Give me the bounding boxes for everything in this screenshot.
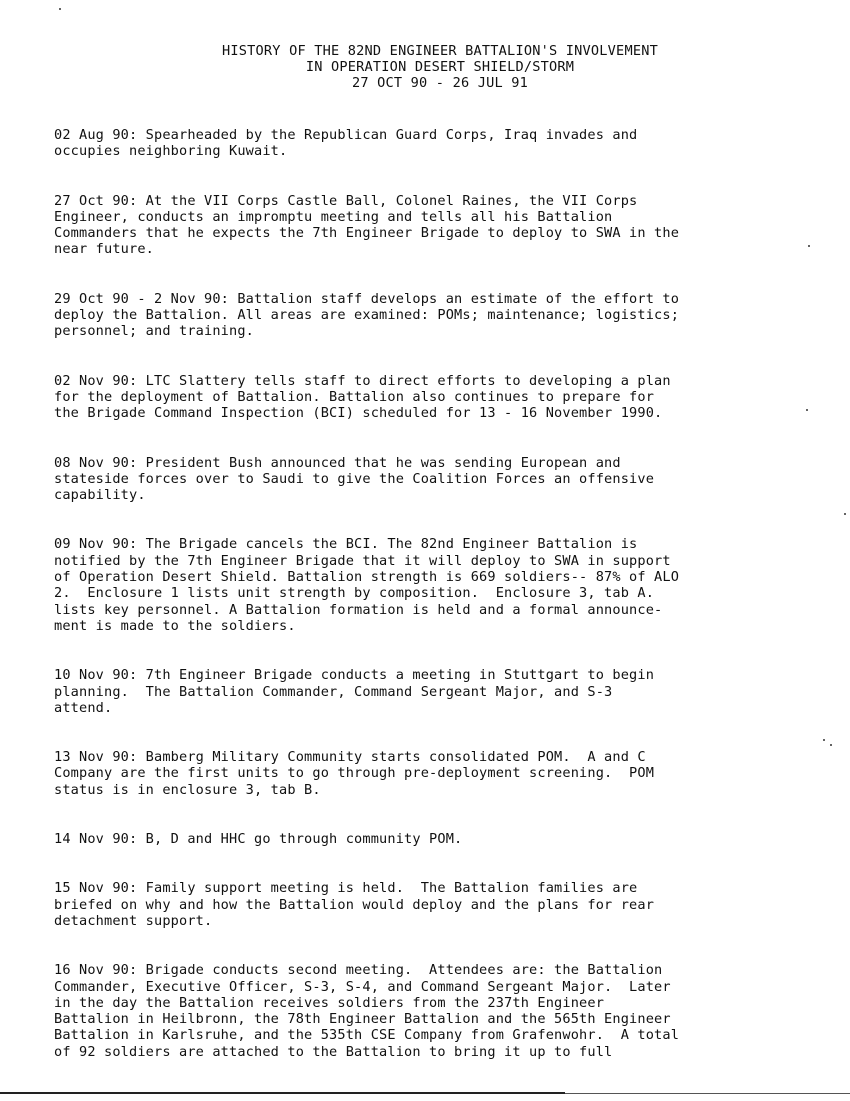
entry-line: Company are the first units to go through pre-deployment screening. POM (54, 765, 655, 782)
entry-line: Battalion in Heilbronn, the 78th Engineer Battalion and the 565th Engineer (54, 1011, 671, 1028)
entry-line: 29 Oct 90 - 2 Nov 90: Battalion staff develops an estimate of the effort to (54, 290, 680, 307)
entry-29-oct-90 (54, 291, 834, 340)
entry-10-nov-90 (54, 667, 834, 716)
entry-line: 16 Nov 90: Brigade conducts second meeting. Attendees are: the Battalion (54, 962, 663, 979)
scan-speck (823, 739, 825, 741)
entry-15-nov-90 (54, 880, 834, 929)
entry-line: for the deployment of Battalion. Battalion also continues to prepare for (54, 388, 655, 405)
entry-line: 13 Nov 90: Bamberg Military Community starts consolidated POM. A and C (54, 749, 646, 766)
entry-line: 2. Enclosure 1 lists unit strength by composition. Enclosure 3, tab A. (54, 585, 655, 602)
entry-line: lists key personnel. A Battalion formation is held and a formal announce- (54, 601, 663, 618)
entry-line: planning. The Battalion Commander, Command Sergeant Major, and S-3 (54, 683, 613, 700)
title-line-2: IN OPERATION DESERT SHIELD/STORM (305, 59, 575, 75)
entry-line: ment is made to the soldiers. (54, 617, 296, 634)
document-title (0, 43, 850, 91)
title-line-3: 27 OCT 90 - 26 JUL 91 (351, 75, 529, 91)
entry-line: 27 Oct 90: At the VII Corps Castle Ball, Colonel Raines, the VII Corps (54, 192, 638, 209)
entry-27-oct-90 (54, 193, 834, 258)
bottom-page-rule (0, 1092, 565, 1094)
entry-line: Commanders that he expects the 7th Engineer Brigade to deploy to SWA in the (54, 225, 680, 242)
entry-line: 08 Nov 90: President Bush announced that he was sending European and (54, 454, 621, 471)
entry-line: notified by the 7th Engineer Brigade that it will deploy to SWA in support (54, 552, 671, 569)
entry-09-nov-90 (54, 536, 834, 634)
entry-line: 02 Nov 90: LTC Slattery tells staff to direct efforts to developing a plan (54, 372, 671, 389)
scan-speck (806, 409, 808, 411)
scan-speck (808, 245, 810, 247)
entry-line: 10 Nov 90: 7th Engineer Brigade conducts a meeting in Stuttgart to begin (54, 667, 655, 684)
bottom-page-rule-faint (565, 1093, 850, 1094)
entry-line: Commander, Executive Officer, S-3, S-4, and Command Sergeant Major. Later (54, 978, 671, 995)
entry-02-aug-90 (54, 127, 834, 160)
entry-line: stateside forces over to Saudi to give the Coalition Forces an offensive (54, 470, 655, 487)
entry-line: briefed on why and how the Battalion would deploy and the plans for rear (54, 896, 655, 913)
entry-line: of 92 soldiers are attached to the Battalion to bring it up to full (54, 1043, 613, 1060)
entry-08-nov-90 (54, 455, 834, 504)
chronology-entries (54, 127, 834, 1093)
scan-speck (59, 8, 61, 10)
entry-line: 09 Nov 90: The Brigade cancels the BCI. The 82nd Engineer Battalion is (54, 536, 638, 553)
entry-line: deploy the Battalion. All areas are examined: POMs; maintenance; logistics; (54, 307, 680, 324)
entry-line: occupies neighboring Kuwait. (54, 143, 288, 160)
entry-line: of Operation Desert Shield. Battalion strength is 669 soldiers-- 87% of ALO (54, 569, 680, 586)
entry-line: detachment support. (54, 912, 213, 929)
scan-speck (844, 513, 846, 515)
entry-line: personnel; and training. (54, 323, 255, 340)
scan-speck (830, 744, 832, 746)
entry-14-nov-90 (54, 831, 834, 847)
entry-line: attend. (54, 699, 113, 716)
entry-line: 14 Nov 90: B, D and HHC go through community POM. (54, 831, 463, 848)
entry-line: Engineer, conducts an impromptu meeting and tells all his Battalion (54, 208, 613, 225)
entry-line: near future. (54, 241, 155, 258)
entry-line: in the day the Battalion receives soldiers from the 237th Engineer (54, 994, 605, 1011)
entry-line: status is in enclosure 3, tab B. (54, 781, 321, 798)
entry-13-nov-90 (54, 749, 834, 798)
entry-line: 15 Nov 90: Family support meeting is held. The Battalion families are (54, 880, 638, 897)
title-line-1: HISTORY OF THE 82ND ENGINEER BATTALION'S INVOLVEMENT (222, 43, 658, 59)
entry-line: 02 Aug 90: Spearheaded by the Republican Guard Corps, Iraq invades and (54, 127, 638, 143)
entry-line: Battalion in Karlsruhe, and the 535th CSE Company from Grafenwohr. A total (54, 1027, 680, 1044)
entry-02-nov-90 (54, 373, 834, 422)
entry-16-nov-90 (54, 962, 834, 1060)
entry-line: the Brigade Command Inspection (BCI) scheduled for 13 - 16 November 1990. (54, 405, 663, 422)
entry-line: capability. (54, 487, 146, 504)
